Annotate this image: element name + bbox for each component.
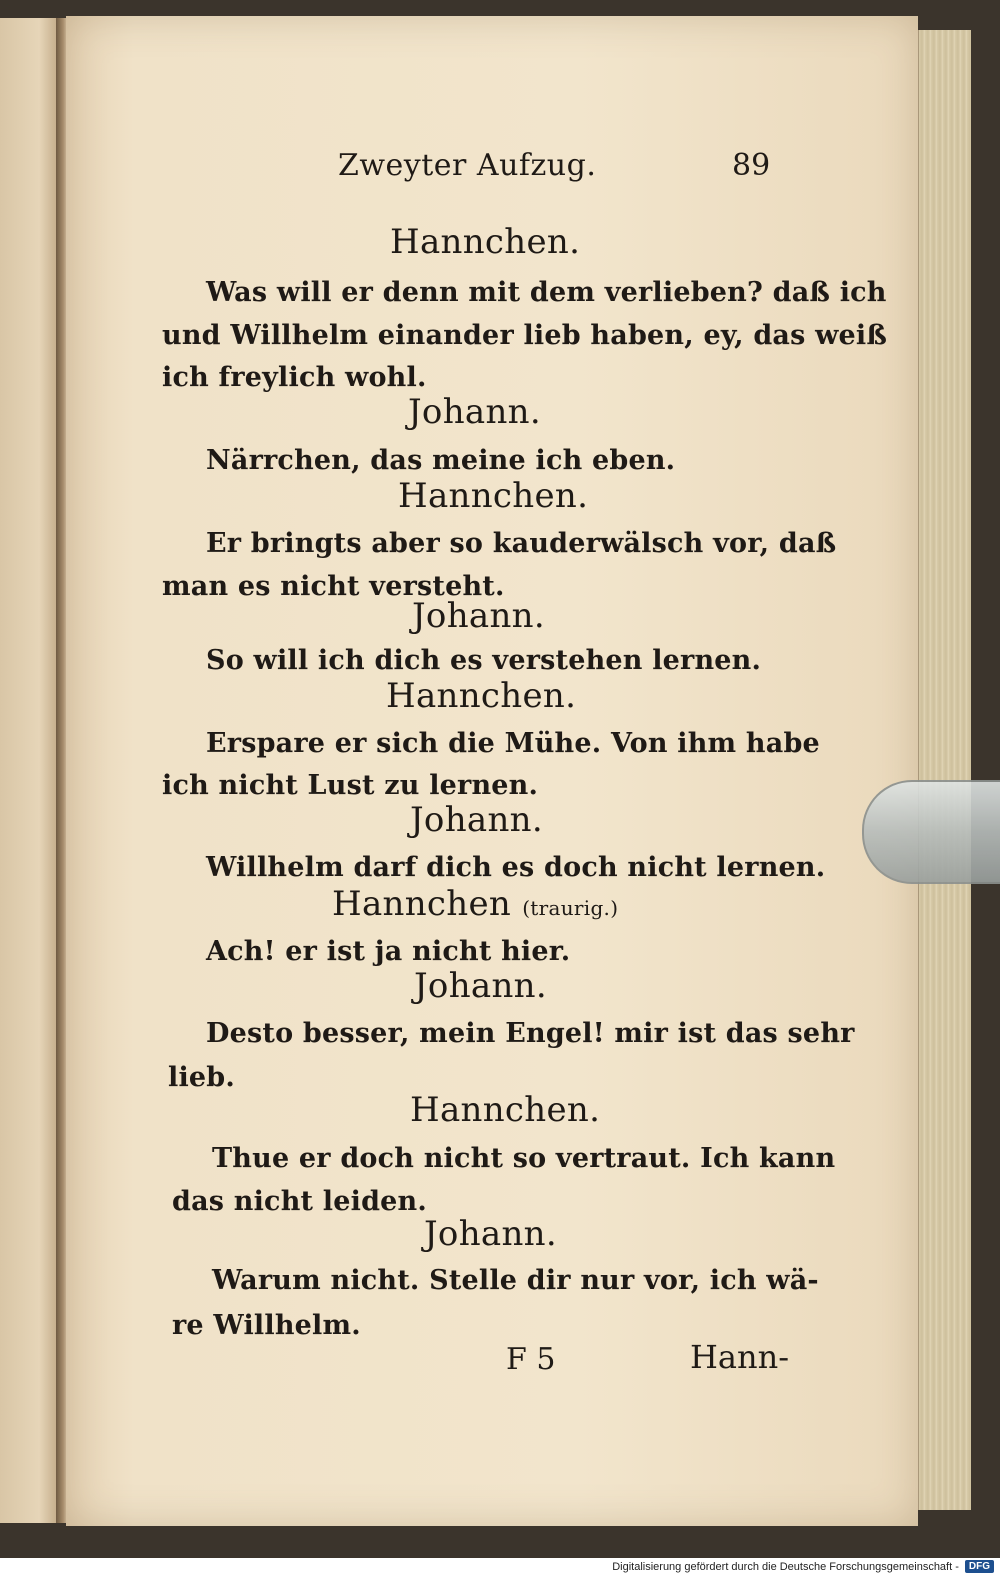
speaker-name-text: Hannchen	[332, 884, 512, 924]
dialogue-line: Warum nicht. Stelle dir nur vor, ich wä-	[212, 1265, 819, 1296]
speaker-name: Hannchen.	[386, 676, 577, 716]
speaker-name	[332, 884, 618, 924]
dialogue-line: man es nicht versteht.	[162, 571, 505, 602]
dialogue-line: Willhelm darf dich es doch nicht lernen.	[206, 852, 826, 883]
dialogue-line: So will ich dich es verstehen lernen.	[206, 645, 762, 676]
dialogue-line: Ach! er ist ja nicht hier.	[206, 936, 571, 967]
dialogue-line: Närrchen, das meine ich eben.	[206, 445, 676, 476]
speaker-name: Hannchen.	[398, 476, 589, 516]
signature-mark: F 5	[506, 1342, 556, 1377]
speaker-name: Johann.	[412, 596, 545, 636]
speaker-name: Johann.	[424, 1214, 557, 1254]
dialogue-line: Was will er denn mit dem verlieben? daß ich	[206, 277, 887, 308]
dialogue-line: lieb.	[168, 1062, 235, 1093]
speaker-name: Johann.	[410, 800, 543, 840]
running-head: Zweyter Aufzug.	[338, 148, 597, 183]
page-number: 89	[732, 148, 771, 183]
dfg-logo: DFG	[965, 1560, 994, 1573]
dialogue-line: das nicht leiden.	[172, 1186, 427, 1217]
dialogue-line: ich nicht Lust zu lernen.	[162, 770, 539, 801]
dialogue-line: Er bringts aber so kauderwälsch vor, daß	[206, 528, 837, 559]
footer-credit: Digitalisierung gefördert durch die Deutsche Forschungsgemeinschaft -	[612, 1561, 959, 1573]
dialogue-line: Thue er doch nicht so vertraut. Ich kann	[212, 1143, 836, 1174]
dialogue-line: und Willhelm einander lieb haben, ey, das weiß	[162, 320, 888, 351]
speaker-name: Johann.	[408, 392, 541, 432]
stage-direction: (traurig.)	[522, 896, 619, 920]
speaker-name: Hannchen.	[390, 222, 581, 262]
dialogue-line: Erspare er sich die Mühe. Von ihm habe	[206, 728, 820, 759]
digitization-footer	[0, 1558, 1000, 1577]
dialogue-line: Desto besser, mein Engel! mir ist das sehr	[206, 1018, 855, 1049]
speaker-name: Hannchen.	[410, 1090, 601, 1130]
catchword: Hann-	[690, 1338, 790, 1376]
dialogue-line: ich freylich wohl.	[162, 362, 427, 393]
speaker-name: Johann.	[414, 966, 547, 1006]
dialogue-line: re Willhelm.	[172, 1310, 361, 1341]
